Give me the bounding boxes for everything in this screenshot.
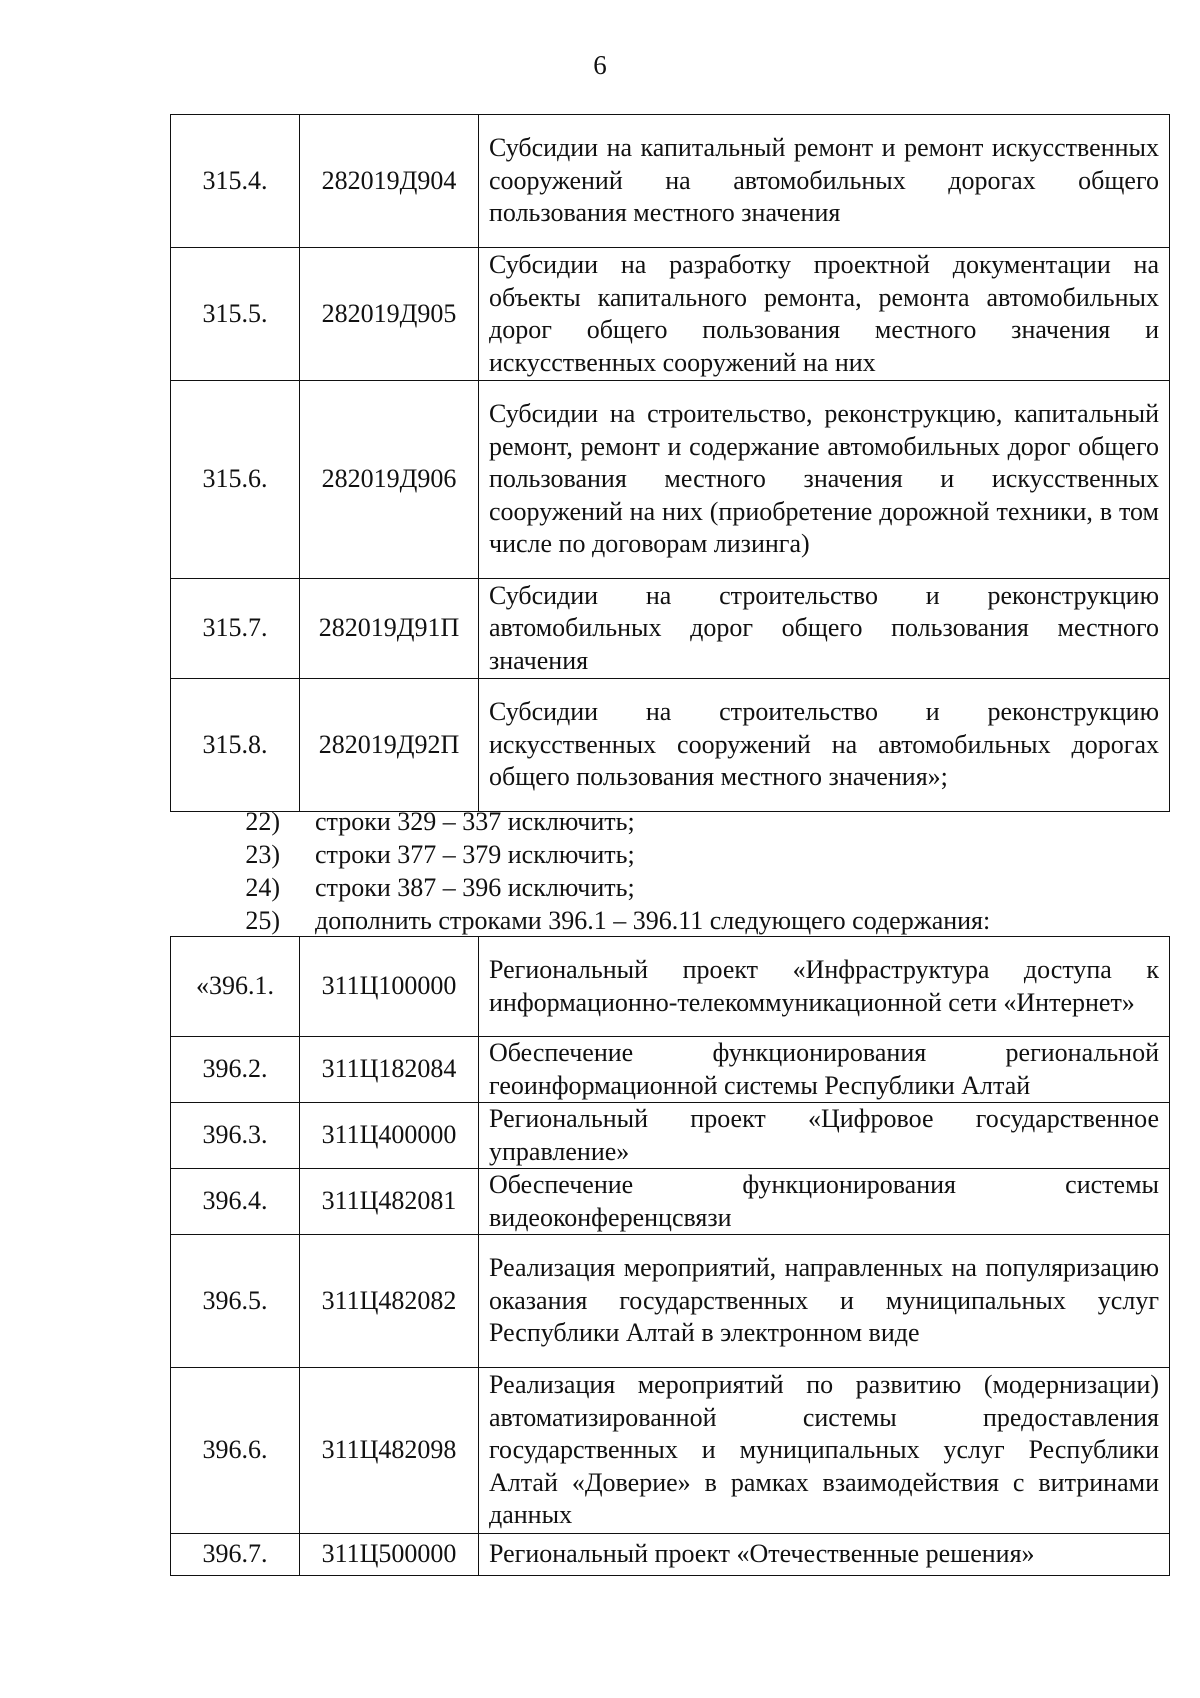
page-number: 6	[593, 50, 607, 80]
item-number: 24)	[245, 873, 280, 902]
budget-code: 311Ц482098	[300, 1368, 479, 1534]
row-number: 396.3.	[171, 1103, 300, 1169]
table-row	[171, 1235, 1170, 1368]
budget-code: 311Ц400000	[300, 1103, 479, 1169]
row-description: Реализация мероприятий, направленных на популяризацию оказания государственных и муниципальных услуг Республики Алтай в электронном виде	[479, 1235, 1170, 1368]
row-description: Субсидии на строительство и реконструкцию искусственных сооружений на автомобильных дорогах общего пользования местного значения»;	[479, 679, 1170, 812]
item-number: 25)	[245, 906, 280, 935]
list-item	[200, 805, 990, 838]
table-row	[171, 937, 1170, 1037]
row-description: Реализация мероприятий по развитию (модернизации) автоматизированной системы предоставления государственных и муниципальных услуг Республики Алтай «Доверие» в рамках взаимодействия с витринами данных	[479, 1368, 1170, 1534]
list-item	[200, 871, 990, 904]
table-row	[171, 679, 1170, 812]
row-number: 396.5.	[171, 1235, 300, 1368]
table-row	[171, 381, 1170, 579]
row-description: Региональный проект «Цифровое государственное управление»	[479, 1103, 1170, 1169]
row-description: Обеспечение функционирования региональной геоинформационной системы Республики Алтай	[479, 1037, 1170, 1103]
row-description: Обеспечение функционирования системы видеоконференцсвязи	[479, 1169, 1170, 1235]
row-number: «396.1.	[171, 937, 300, 1037]
budget-code: 311Ц100000	[300, 937, 479, 1037]
row-description: Субсидии на строительство, реконструкцию, капитальный ремонт, ремонт и содержание автомобильных дорог общего пользования местного значения и искусственных сооружений на них (приобретение дорожной техники, в том числе по договорам лизинга)	[479, 381, 1170, 579]
item-number: 22)	[245, 807, 280, 836]
row-number: 315.8.	[171, 679, 300, 812]
row-number: 396.4.	[171, 1169, 300, 1235]
item-text: дополнить строками 396.1 – 396.11 следующего содержания:	[315, 906, 991, 935]
budget-codes-table-added	[170, 936, 1170, 1576]
budget-code: 311Ц482081	[300, 1169, 479, 1235]
row-description: Субсидии на строительство и реконструкцию автомобильных дорог общего пользования местного значения	[479, 579, 1170, 679]
row-number: 315.6.	[171, 381, 300, 579]
table-row	[171, 1037, 1170, 1103]
budget-code: 282019Д91П	[300, 579, 479, 679]
row-number: 396.6.	[171, 1368, 300, 1534]
row-description: Региональный проект «Инфраструктура доступа к информационно-телекоммуникационной сети «Интернет»	[479, 937, 1170, 1037]
row-number: 315.7.	[171, 579, 300, 679]
item-text: строки 377 – 379 исключить;	[315, 840, 635, 869]
row-number: 396.2.	[171, 1037, 300, 1103]
table-row	[171, 1534, 1170, 1576]
row-number: 315.5.	[171, 248, 300, 381]
list-item	[200, 838, 990, 871]
row-description: Субсидии на капитальный ремонт и ремонт искусственных сооружений на автомобильных дорогах общего пользования местного значения	[479, 115, 1170, 248]
budget-code: 311Ц482082	[300, 1235, 479, 1368]
budget-code: 311Ц182084	[300, 1037, 479, 1103]
table-row	[171, 1103, 1170, 1169]
list-item	[200, 904, 990, 937]
item-text: строки 387 – 396 исключить;	[315, 873, 635, 902]
table-row	[171, 115, 1170, 248]
budget-code: 282019Д906	[300, 381, 479, 579]
row-description: Субсидии на разработку проектной документации на объекты капитального ремонта, ремонта автомобильных дорог общего пользования местного значения и искусственных сооружений на них	[479, 248, 1170, 381]
budget-codes-table-continued	[170, 114, 1170, 812]
budget-code: 282019Д904	[300, 115, 479, 248]
row-number: 315.4.	[171, 115, 300, 248]
amendments-list	[200, 805, 990, 937]
budget-code: 282019Д92П	[300, 679, 479, 812]
table-row	[171, 1169, 1170, 1235]
row-description: Региональный проект «Отечественные решения»	[479, 1534, 1170, 1576]
item-number: 23)	[245, 840, 280, 869]
table-row	[171, 248, 1170, 381]
budget-code: 282019Д905	[300, 248, 479, 381]
budget-code: 311Ц500000	[300, 1534, 479, 1576]
row-number: 396.7.	[171, 1534, 300, 1576]
table-row	[171, 579, 1170, 679]
table-row	[171, 1368, 1170, 1534]
item-text: строки 329 – 337 исключить;	[315, 807, 635, 836]
